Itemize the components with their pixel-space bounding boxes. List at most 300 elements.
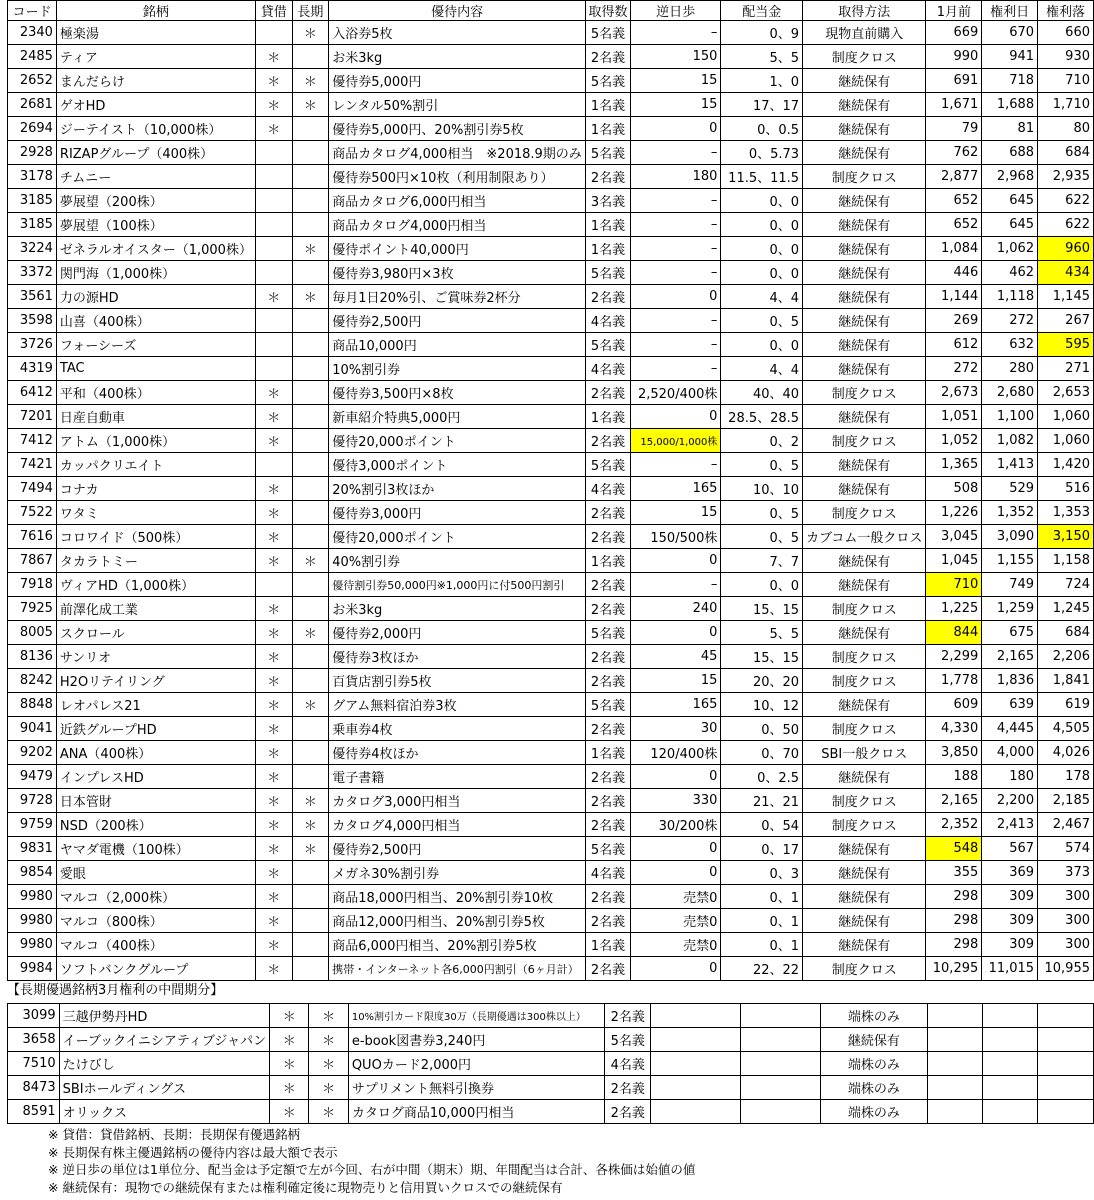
cell-method: 端株のみ	[821, 1076, 927, 1100]
cell-loan: ＊	[255, 549, 292, 573]
cell-loan: ＊	[270, 1004, 309, 1028]
cell-gyaku: 330	[630, 789, 721, 813]
cell-benefit: 優待券4枚ほか	[329, 741, 586, 765]
cell-ko: 271	[1038, 357, 1094, 381]
cell-long	[292, 381, 329, 405]
cell-name: RIZAPグループ（400株）	[56, 141, 255, 165]
cell-method: 継続保有	[803, 549, 926, 573]
cell-div: 0、70	[721, 741, 803, 765]
table-row	[8, 621, 1094, 645]
cell-long	[292, 717, 329, 741]
cell-name: サンリオ	[56, 645, 255, 669]
cell-gyaku: –	[630, 189, 721, 213]
cell-name: ANA（400株）	[56, 741, 255, 765]
cell-kd: 2,968	[982, 165, 1038, 189]
table-row	[8, 693, 1094, 717]
cell-method: 継続保有	[803, 309, 926, 333]
cell-code: 7522	[8, 501, 57, 525]
column-header: 権利落	[1038, 1, 1094, 21]
cell-method: 端株のみ	[821, 1100, 927, 1124]
cell-name: まんだらけ	[56, 69, 255, 93]
cell-kd: 180	[982, 765, 1038, 789]
table-row	[8, 333, 1094, 357]
cell-code: 8473	[8, 1076, 60, 1100]
cell-benefit: 10%割引券	[329, 357, 586, 381]
cell-kd: 1,082	[982, 429, 1038, 453]
cell-loan: ＊	[255, 645, 292, 669]
cell-method: 継続保有	[803, 885, 926, 909]
cell-long	[292, 189, 329, 213]
cell-name: TAC	[56, 357, 255, 381]
cell-benefit: 入浴券5枚	[329, 21, 586, 45]
cell-loan: ＊	[255, 93, 292, 117]
cell-m1: 4,330	[926, 717, 982, 741]
cell-kd: 1,259	[982, 597, 1038, 621]
note: ※ 長期保有株主優遇銘柄の優待内容は最大額で表示	[48, 1144, 338, 1160]
cell-gyaku	[651, 1100, 740, 1124]
cell-loan: ＊	[255, 405, 292, 429]
cell-long: ＊	[292, 813, 329, 837]
cell-name: 愛眼	[56, 861, 255, 885]
cell-ko: 2,653	[1038, 381, 1094, 405]
cell-loan	[255, 333, 292, 357]
cell-loan	[255, 309, 292, 333]
cell-method: 継続保有	[803, 765, 926, 789]
cell-m1: 1,671	[926, 93, 982, 117]
cell-m1: 1,778	[926, 669, 982, 693]
table-row	[8, 117, 1094, 141]
cell-qty: 2名義	[586, 573, 631, 597]
cell-long: ＊	[292, 21, 329, 45]
cell-name: インプレスHD	[56, 765, 255, 789]
cell-name: コナカ	[56, 477, 255, 501]
cell-ko: 724	[1038, 573, 1094, 597]
cell-name: ゲオHD	[56, 93, 255, 117]
cell-m1: 79	[926, 117, 982, 141]
cell-m1: 446	[926, 261, 982, 285]
cell-kd: 1,062	[982, 237, 1038, 261]
cell-m1: 188	[926, 765, 982, 789]
table-row	[8, 741, 1094, 765]
table-row	[8, 645, 1094, 669]
cell-ko: 2,206	[1038, 645, 1094, 669]
cell-name: ヤマダ電機（100株）	[56, 837, 255, 861]
cell-kd: 309	[982, 909, 1038, 933]
cell-benefit: お米3kg	[329, 597, 586, 621]
cell-code: 8242	[8, 669, 57, 693]
cell-loan: ＊	[255, 717, 292, 741]
cell-method: 端株のみ	[821, 1052, 927, 1076]
cell-long	[292, 765, 329, 789]
long-benefit-table	[7, 1003, 1094, 1124]
cell-loan: ＊	[255, 765, 292, 789]
cell-loan: ＊	[255, 621, 292, 645]
cell-qty: 2名義	[586, 909, 631, 933]
cell-code: 2694	[8, 117, 57, 141]
column-header: 長期	[292, 1, 329, 21]
cell-kd: 309	[982, 933, 1038, 957]
cell-loan: ＊	[255, 117, 292, 141]
cell-div: 0、54	[721, 813, 803, 837]
cell-method: 制度クロス	[803, 669, 926, 693]
cell-m1: 612	[926, 333, 982, 357]
cell-name: 山喜（400株）	[56, 309, 255, 333]
cell-qty: 2名義	[586, 669, 631, 693]
cell-ko: 960	[1038, 237, 1094, 261]
cell-gyaku: 15,000/1,000株	[630, 429, 721, 453]
note: ※ 貸借：貸借銘柄、長期：長期保有優遇銘柄	[48, 1127, 300, 1142]
table-row	[8, 597, 1094, 621]
cell-div: 0、0	[721, 189, 803, 213]
cell-name: ジーテイスト（10,000株）	[56, 117, 255, 141]
table-row	[8, 717, 1094, 741]
cell-m1: 990	[926, 45, 982, 69]
cell-kd: 272	[982, 309, 1038, 333]
cell-div: 0、5.73	[721, 141, 803, 165]
cell-benefit: 優待券500円×10枚（利用制限あり）	[329, 165, 586, 189]
cell-gyaku: 30	[630, 717, 721, 741]
cell-long: ＊	[292, 837, 329, 861]
cell-loan: ＊	[255, 69, 292, 93]
cell-div: 0、3	[721, 861, 803, 885]
cell-div: 17、17	[721, 93, 803, 117]
long-table-row	[8, 1076, 1094, 1100]
cell-qty: 1名義	[586, 933, 631, 957]
cell-code: 9728	[8, 789, 57, 813]
table-row	[8, 885, 1094, 909]
cell-code: 3561	[8, 285, 57, 309]
cell-long	[292, 525, 329, 549]
cell-div	[740, 1076, 821, 1100]
cell-div: 4、4	[721, 357, 803, 381]
cell-ko	[1038, 1100, 1094, 1124]
cell-qty: 2名義	[586, 501, 631, 525]
cell-loan	[255, 213, 292, 237]
cell-ko	[1038, 1004, 1094, 1028]
cell-code: 3658	[8, 1028, 60, 1052]
cell-code: 8136	[8, 645, 57, 669]
cell-method: 制度クロス	[803, 957, 926, 981]
cell-method: 継続保有	[803, 141, 926, 165]
cell-ko: 4,505	[1038, 717, 1094, 741]
cell-loan: ＊	[255, 813, 292, 837]
cell-m1: 3,045	[926, 525, 982, 549]
cell-m1	[927, 1100, 982, 1124]
cell-long	[292, 597, 329, 621]
cell-long: ＊	[292, 93, 329, 117]
cell-kd: 11,015	[982, 957, 1038, 981]
cell-name: ティア	[56, 45, 255, 69]
cell-gyaku: 売禁0	[630, 909, 721, 933]
cell-gyaku: 0	[630, 549, 721, 573]
cell-div: 11.5、11.5	[721, 165, 803, 189]
cell-benefit: 百貨店割引券5枚	[329, 669, 586, 693]
cell-kd: 675	[982, 621, 1038, 645]
column-header: 逆日歩	[630, 1, 721, 21]
table-row	[8, 309, 1094, 333]
cell-m1	[927, 1076, 982, 1100]
cell-qty: 2名義	[586, 765, 631, 789]
cell-ko	[1038, 1052, 1094, 1076]
cell-long	[292, 165, 329, 189]
cell-gyaku: –	[630, 573, 721, 597]
cell-code: 3726	[8, 333, 57, 357]
cell-benefit: 10%割引カード限度30万（長期優遇は300株以上）	[348, 1004, 605, 1028]
cell-long	[292, 477, 329, 501]
cell-code: 9980	[8, 909, 57, 933]
cell-qty: 2名義	[586, 381, 631, 405]
cell-code: 7616	[8, 525, 57, 549]
cell-qty: 2名義	[586, 717, 631, 741]
cell-code: 2928	[8, 141, 57, 165]
cell-loan	[255, 237, 292, 261]
cell-name: ソフトバンクグループ	[56, 957, 255, 981]
cell-loan: ＊	[255, 429, 292, 453]
table-row	[8, 261, 1094, 285]
cell-m1: 1,051	[926, 405, 982, 429]
cell-gyaku: –	[630, 237, 721, 261]
table-row	[8, 69, 1094, 93]
cell-name: ゼネラルオイスター（1,000株）	[56, 237, 255, 261]
cell-qty: 1名義	[586, 117, 631, 141]
cell-qty: 5名義	[605, 1028, 651, 1052]
cell-ko	[1038, 1076, 1094, 1100]
cell-m1: 269	[926, 309, 982, 333]
cell-qty: 1名義	[586, 93, 631, 117]
column-header: 取得方法	[803, 1, 926, 21]
cell-div: 7、7	[721, 549, 803, 573]
table-row	[8, 285, 1094, 309]
column-header: コード	[8, 1, 57, 21]
cell-method: 継続保有	[803, 573, 926, 597]
table-row	[8, 189, 1094, 213]
cell-code: 2485	[8, 45, 57, 69]
cell-ko: 4,026	[1038, 741, 1094, 765]
cell-long	[292, 261, 329, 285]
cell-qty: 4名義	[586, 357, 631, 381]
cell-kd: 632	[982, 333, 1038, 357]
cell-name: マルコ（800株）	[56, 909, 255, 933]
long-section-title: 【長期優遇銘柄3月権利の中間期分】	[7, 983, 224, 998]
cell-loan: ＊	[255, 381, 292, 405]
table-row	[8, 141, 1094, 165]
cell-method: 端株のみ	[821, 1004, 927, 1028]
cell-qty: 5名義	[586, 141, 631, 165]
cell-benefit: 優待券5,000円、20%割引券5枚	[329, 117, 586, 141]
cell-ko: 660	[1038, 21, 1094, 45]
cell-benefit: 乗車券4枚	[329, 717, 586, 741]
cell-div: 0、5	[721, 309, 803, 333]
cell-qty: 2名義	[586, 429, 631, 453]
cell-code: 7925	[8, 597, 57, 621]
cell-kd: 670	[982, 21, 1038, 45]
cell-div: 0、5	[721, 501, 803, 525]
cell-kd: 1,413	[982, 453, 1038, 477]
cell-code: 6412	[8, 381, 57, 405]
cell-gyaku: 165	[630, 477, 721, 501]
cell-div: 22、22	[721, 957, 803, 981]
cell-gyaku: –	[630, 21, 721, 45]
cell-qty: 5名義	[586, 333, 631, 357]
cell-gyaku: 0	[630, 621, 721, 645]
cell-div: 0、0	[721, 333, 803, 357]
cell-benefit: e-book図書券3,240円	[348, 1028, 605, 1052]
column-header: 銘柄	[56, 1, 255, 21]
cell-div: 15、15	[721, 645, 803, 669]
cell-name: フォーシーズ	[56, 333, 255, 357]
cell-ko: 1,158	[1038, 549, 1094, 573]
cell-kd	[983, 1052, 1038, 1076]
header-row	[8, 1, 1094, 21]
cell-ko: 1,060	[1038, 429, 1094, 453]
cell-loan: ＊	[255, 669, 292, 693]
cell-gyaku: 売禁0	[630, 933, 721, 957]
cell-kd: 567	[982, 837, 1038, 861]
cell-kd: 309	[982, 885, 1038, 909]
table-row	[8, 237, 1094, 261]
cell-ko: 1,420	[1038, 453, 1094, 477]
cell-benefit: 優待20,000ポイント	[329, 525, 586, 549]
table-row	[8, 933, 1094, 957]
cell-loan: ＊	[255, 885, 292, 909]
cell-name: イーブックイニシアティブジャパン	[59, 1028, 269, 1052]
cell-div: 0、0	[721, 213, 803, 237]
cell-m1: 1,365	[926, 453, 982, 477]
long-table-row	[8, 1052, 1094, 1076]
cell-qty: 1名義	[586, 213, 631, 237]
cell-ko: 516	[1038, 477, 1094, 501]
column-header: 権利日	[982, 1, 1038, 21]
cell-kd	[983, 1100, 1038, 1124]
cell-ko: 1,353	[1038, 501, 1094, 525]
cell-gyaku: 15	[630, 69, 721, 93]
cell-loan: ＊	[270, 1052, 309, 1076]
note: ※ 継続保有：現物での継続保有または権利確定後に現物売りと信用買いクロスでの継続保有	[48, 1179, 563, 1195]
cell-qty: 2名義	[586, 45, 631, 69]
cell-code: 9980	[8, 933, 57, 957]
cell-gyaku: –	[630, 261, 721, 285]
cell-div: 21、21	[721, 789, 803, 813]
cell-div: 0、2	[721, 429, 803, 453]
cell-qty: 2名義	[605, 1100, 651, 1124]
cell-method: 制度クロス	[803, 429, 926, 453]
cell-kd: 1,352	[982, 501, 1038, 525]
cell-long: ＊	[292, 285, 329, 309]
cell-qty: 1名義	[586, 405, 631, 429]
cell-qty: 5名義	[586, 453, 631, 477]
cell-m1	[927, 1052, 982, 1076]
cell-kd: 4,000	[982, 741, 1038, 765]
cell-method: SBI一般クロス	[803, 741, 926, 765]
cell-method: 継続保有	[803, 933, 926, 957]
cell-benefit: 優待ポイント40,000円	[329, 237, 586, 261]
cell-long	[292, 333, 329, 357]
cell-kd: 81	[982, 117, 1038, 141]
cell-ko: 930	[1038, 45, 1094, 69]
cell-div: 0、5	[721, 453, 803, 477]
cell-long: ＊	[292, 69, 329, 93]
cell-loan	[255, 261, 292, 285]
cell-code: 3372	[8, 261, 57, 285]
cell-long: ＊	[292, 693, 329, 717]
cell-gyaku: –	[630, 309, 721, 333]
cell-gyaku: 150/500株	[630, 525, 721, 549]
cell-gyaku: 0	[630, 765, 721, 789]
cell-gyaku: 30/200株	[630, 813, 721, 837]
table-row	[8, 93, 1094, 117]
cell-m1: 548	[926, 837, 982, 861]
cell-m1: 609	[926, 693, 982, 717]
cell-long	[292, 213, 329, 237]
cell-kd	[983, 1076, 1038, 1100]
cell-qty: 2名義	[586, 885, 631, 909]
long-table-row	[8, 1004, 1094, 1028]
cell-m1: 652	[926, 189, 982, 213]
cell-qty: 1名義	[586, 741, 631, 765]
cell-name: ワタミ	[56, 501, 255, 525]
cell-benefit: 40%割引券	[329, 549, 586, 573]
cell-kd: 2,200	[982, 789, 1038, 813]
cell-code: 8591	[8, 1100, 60, 1124]
footnotes	[48, 1126, 695, 1196]
cell-loan: ＊	[255, 525, 292, 549]
cell-div: 15、15	[721, 597, 803, 621]
cell-div: 28.5、28.5	[721, 405, 803, 429]
cell-method: 制度クロス	[803, 597, 926, 621]
cell-code: 3224	[8, 237, 57, 261]
cell-div: 0、2.5	[721, 765, 803, 789]
cell-kd: 2,413	[982, 813, 1038, 837]
cell-qty: 3名義	[586, 189, 631, 213]
cell-ko	[1038, 1028, 1094, 1052]
table-row	[8, 525, 1094, 549]
cell-m1: 2,877	[926, 165, 982, 189]
cell-name: 近鉄グループHD	[56, 717, 255, 741]
cell-long: ＊	[309, 1028, 348, 1052]
cell-ko: 373	[1038, 861, 1094, 885]
cell-method: 継続保有	[803, 237, 926, 261]
cell-name: 夢展望（200株）	[56, 189, 255, 213]
cell-long	[292, 357, 329, 381]
cell-benefit: 毎月1日20%引、ご賞味券2杯分	[329, 285, 586, 309]
cell-code: 3185	[8, 213, 57, 237]
cell-long	[292, 141, 329, 165]
cell-name: マルコ（2,000株）	[56, 885, 255, 909]
cell-method: 継続保有	[803, 357, 926, 381]
cell-benefit: 優待券2,500円	[329, 837, 586, 861]
cell-code: 9479	[8, 765, 57, 789]
cell-code: 9759	[8, 813, 57, 837]
cell-name: 極楽湯	[56, 21, 255, 45]
cell-method: 制度クロス	[803, 789, 926, 813]
cell-ko: 2,185	[1038, 789, 1094, 813]
cell-kd: 3,090	[982, 525, 1038, 549]
cell-gyaku: 180	[630, 165, 721, 189]
cell-name: 関門海（1,000株）	[56, 261, 255, 285]
cell-div: 5、5	[721, 621, 803, 645]
cell-method: 継続保有	[803, 477, 926, 501]
cell-kd	[983, 1028, 1038, 1052]
table-row	[8, 405, 1094, 429]
cell-gyaku: 売禁0	[630, 885, 721, 909]
cell-gyaku: 2,520/400株	[630, 381, 721, 405]
cell-long: ＊	[292, 621, 329, 645]
cell-benefit: 商品6,000円相当、20%割引券5枚	[329, 933, 586, 957]
cell-kd: 688	[982, 141, 1038, 165]
cell-method: 制度クロス	[803, 645, 926, 669]
cell-qty: 2名義	[586, 645, 631, 669]
cell-gyaku: 0	[630, 117, 721, 141]
